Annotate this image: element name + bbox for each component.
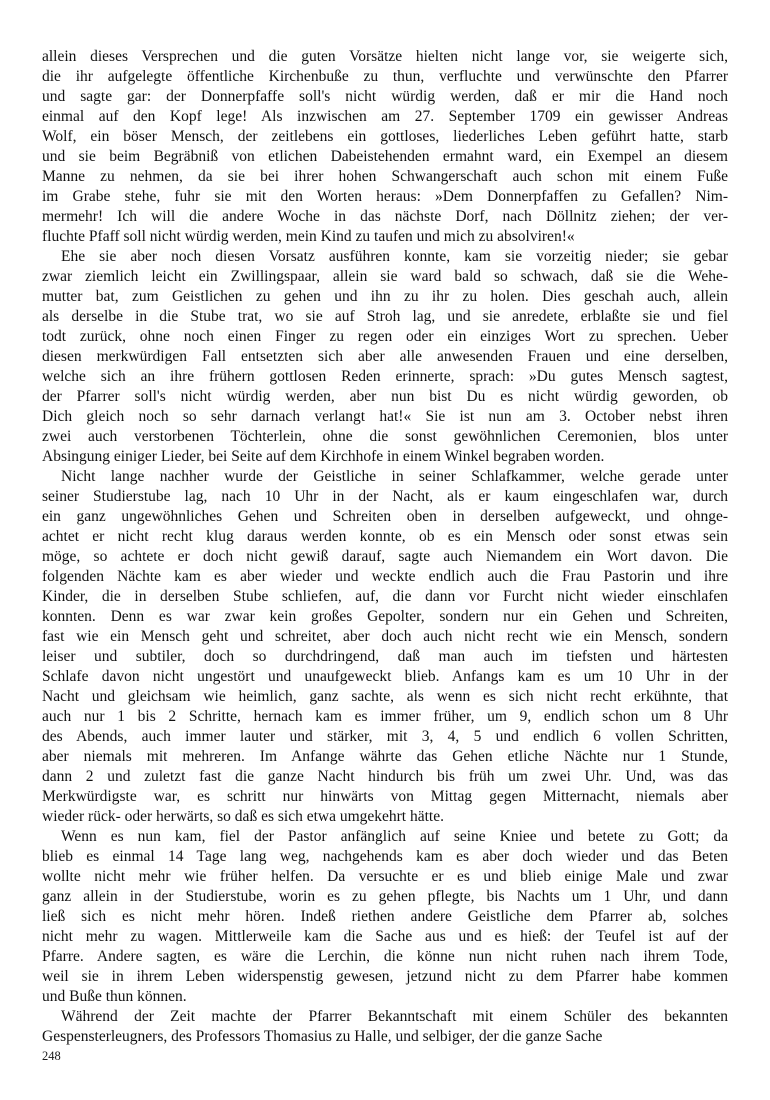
text-line: fluchte Pfaff soll nicht würdig werden, mein Kind zu taufen und mich zu absolviren!« <box>42 228 575 245</box>
text-block <box>42 47 728 1047</box>
text-line: Dich gleich noch so sehr darnach verlangt hat!« Sie ist nun am 3. October nebst ihren <box>42 408 728 425</box>
text-line: der Pfarrer soll's nicht würdig werden, aber nun bist Du es nicht würdig geworden, ob <box>42 388 728 405</box>
text-line: im Grabe stehe, fuhr sie mit den Worten heraus: »Dem Donnerpfaffen zu Gefallen? Nim- <box>42 188 728 205</box>
paragraph <box>42 247 728 467</box>
text-line: seiner Studierstube lag, nach 10 Uhr in der Nacht, als er kaum eingeschlafen war, durch <box>42 488 728 505</box>
text-line: dann 2 und zuletzt fast die ganze Nacht hindurch bis früh um zwei Uhr. Und, was das <box>42 768 728 785</box>
paragraph <box>42 827 728 1007</box>
text-line: Pfarre. Andere sagten, es wäre die Lerchin, die könne nun nicht ruhen nach ihrem Tode, <box>42 948 728 965</box>
text-line: und sagte gar: der Donnerpfaffe soll's nicht würdig werden, daß er mir die Hand noch <box>42 88 728 105</box>
text-line: Gespensterleugners, des Professors Thomasius zu Halle, und selbiger, der die ganze Sache <box>42 1028 603 1045</box>
text-line: diesen merkwürdigen Fall entsetzten sich aber alle anwesenden Frauen und eine derselben, <box>42 348 728 365</box>
text-line: mermehr! Ich will die andere Woche in das nächste Dorf, nach Döllnitz ziehen; der ver- <box>42 208 728 225</box>
text-line: blieb es einmal 14 Tage lang weg, nachgehends kam es aber doch wieder und das Beten <box>42 848 728 865</box>
text-line: nicht mehr zu wagen. Mittlerweile kam die Sache aus und es hieß: der Teufel ist auf der <box>42 928 728 945</box>
text-line: möge, so achtete er doch nicht gewiß darauf, sagte auch Niemandem ein Wort davon. Die <box>42 548 728 565</box>
text-line: Absingung einiger Lieder, bei Seite auf dem Kirchhofe in einem Winkel begraben worden. <box>42 448 605 465</box>
text-line: Manne zu nehmen, da sie bei ihrer hohen Schwangerschaft auch schon mit einem Fuße <box>42 168 728 185</box>
text-line: fast wie ein Mensch geht und schreitet, aber doch auch nicht recht wie ein Mensch, sondern <box>42 628 728 645</box>
text-line: ein ganz ungewöhnliches Gehen und Schreiten oben in derselben aufgeweckt, und ohnge- <box>42 508 728 525</box>
text-line: Kinder, die in derselben Stube schliefen, auf, die dann vor Furcht nicht wieder einschlafen <box>42 588 728 605</box>
text-line: todt zurück, ohne noch einen Finger zu regen oder ein einziges Wort zu sprechen. Ueber <box>42 328 728 345</box>
text-line: und sie beim Begräbniß von etlichen Dabeistehenden ermahnt ward, ein Exempel an diesem <box>42 148 728 165</box>
text-line: Nacht und gleichsam wie heimlich, ganz sachte, als wenn es sich nicht recht erkühnte, that <box>42 688 728 705</box>
text-line: als derselbe in die Stube trat, wo sie auf Stroh lag, und sie anredete, erblaßte sie und fiel <box>42 308 728 325</box>
text-line: des Abends, auch immer lauter und stärker, mit 3, 4, 5 und endlich 6 vollen Schritten, <box>42 728 728 745</box>
text-line: folgenden Nächte kam es aber wieder und weckte endlich auch die Frau Pastorin und ihre <box>42 568 728 585</box>
text-line: aber niemals mit mehreren. Im Anfange währte das Gehen etliche Nächte nur 1 Stunde, <box>42 748 728 765</box>
text-line: allein dieses Versprechen und die guten Vorsätze hielten nicht lange vor, sie weigerte sich, <box>42 48 728 65</box>
text-line: auch nur 1 bis 2 Schritte, hernach kam es immer früher, um 9, endlich schon um 8 Uhr <box>42 708 728 725</box>
text-line: wollte nicht mehr wie früher helfen. Da versuchte er es und blieb einige Male und zwar <box>42 868 728 885</box>
text-line: zwar ziemlich leicht ein Zwillingspaar, allein sie ward bald so schwach, daß sie die Wehe- <box>42 268 728 285</box>
text-line: ließ sich es nicht mehr hören. Indeß riethen andere Geistliche dem Pfarrer ab, solches <box>42 908 728 925</box>
text-line: und Buße thun können. <box>42 988 187 1005</box>
paragraph <box>42 467 728 827</box>
page-number: 248 <box>42 1049 61 1063</box>
text-line: mutter bat, zum Geistlichen zu gehen und ihn zu ihr zu holen. Dies geschah auch, allein <box>42 288 728 305</box>
text-line: achtet er nicht recht klug daraus werden konnte, ob es ein Mensch oder sonst etwas sein <box>42 528 728 545</box>
text-line: zwei auch verstorbenen Töchterlein, ohne die sonst gewöhnlichen Ceremonien, blos unter <box>42 428 728 445</box>
text-line: Schlafe davon nicht ungestört und unaufgeweckt blieb. Anfangs kam es um 10 Uhr in der <box>42 668 728 685</box>
text-line: Wolf, ein böser Mensch, der zeitlebens ein gottloses, liederliches Leben geführt hatte, starb <box>42 128 728 145</box>
text-line: weil sie in ihrem Leben widerspenstig gewesen, jetzund nicht zu dem Pfarrer habe kommen <box>42 968 728 985</box>
text-line: konnten. Denn es war zwar kein großes Gepolter, sondern nur ein Gehen und Schreiten, <box>42 608 728 625</box>
text-line: leiser und subtiler, doch so durchdringend, daß man auch im tiefsten und härtesten <box>42 648 728 665</box>
text-line: die ihr aufgelegte öffentliche Kirchenbuße zu thun, verfluchte und verwünschte den Pfarrer <box>42 68 728 85</box>
text-line: ganz allein in der Studierstube, worin es zu gehen pflegte, bis Nachts um 1 Uhr, und dann <box>42 888 728 905</box>
text-line: Nicht lange nachher wurde der Geistliche in seiner Schlafkammer, welche gerade unter <box>61 468 728 485</box>
paragraph <box>42 47 728 247</box>
text-line: welche sich an ihre frühern gottlosen Reden erinnerte, sprach: »Du gutes Mensch sagtest, <box>42 368 728 385</box>
text-line: Ehe sie aber noch diesen Vorsatz ausführen konnte, kam sie vorzeitig nieder; sie gebar <box>61 248 728 265</box>
text-line: Während der Zeit machte der Pfarrer Bekanntschaft mit einem Schüler des bekannten <box>61 1008 728 1025</box>
text-line: Merkwürdigste war, es schritt nur hinwärts von Mittag gegen Mitternacht, niemals aber <box>42 788 728 805</box>
paragraph <box>42 1007 728 1047</box>
text-line: einmal auf den Kopf lege! Als inzwischen am 27. September 1709 ein gewisser Andreas <box>42 108 728 125</box>
text-line: wieder rück- oder herwärts, so daß es sich etwa umgekehrt hätte. <box>42 808 444 825</box>
text-line: Wenn es nun kam, fiel der Pastor anfänglich auf seine Kniee und betete zu Gott; da <box>61 828 728 845</box>
